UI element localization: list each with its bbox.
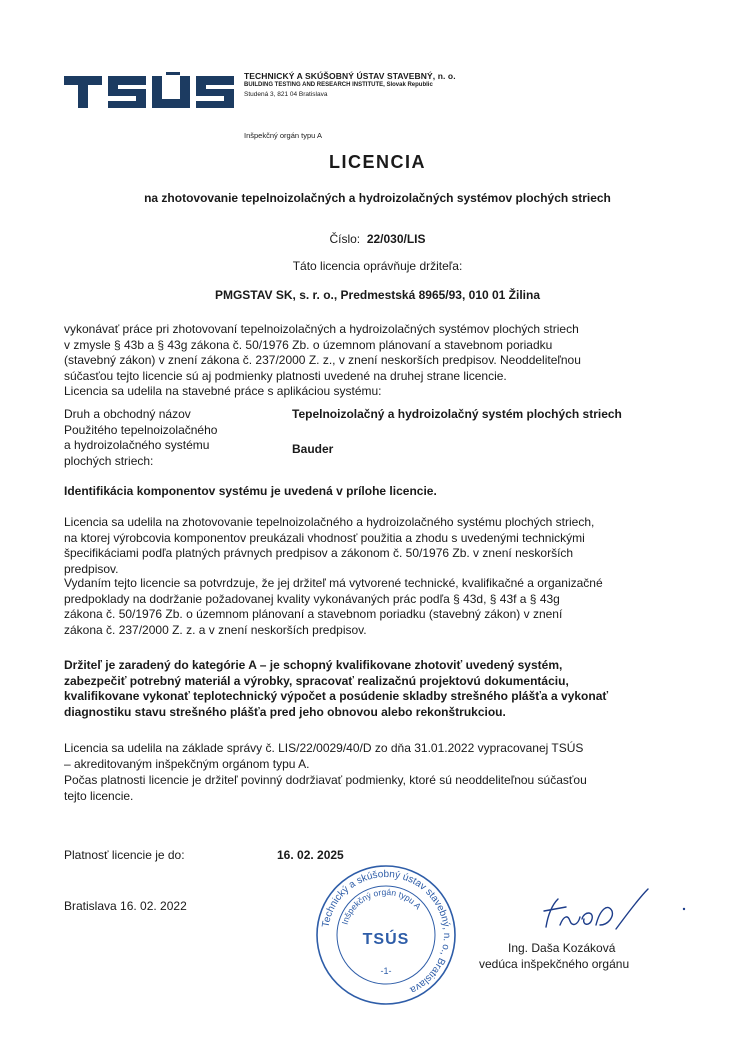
text-line: zákona č. 237/2000 Z. z. a v znení neskorších predpisov. (64, 622, 367, 637)
text-line: predpoklady na dodržanie požadovanej kvality vykonávaných prác podľa § 43d, § 43f a § 43g (64, 591, 560, 606)
text-line: Licencia sa udelila na základe správy č. LIS/22/0029/40/D zo dňa 31.01.2022 vypracovanej TSÚS (64, 741, 584, 755)
paragraph-category (64, 658, 684, 720)
text-line: Použitého tepelnoizolačného (64, 422, 218, 437)
text-line: zákona č. 50/1976 Zb. o územnom plánovaní a stavebnom poriadku (stavebný zákon) v znení (64, 607, 563, 621)
text-line: predpisov. (64, 561, 119, 576)
system-brand: Bauder (292, 442, 334, 456)
stamp-ring-text: Technický a skúšobný ústav stavebný, n. o., Bratislava (320, 868, 453, 996)
authorizes-text: Táto licencia oprávňuje držiteľa: (292, 259, 463, 273)
text-line: zabezpečiť potrebný materiál a výrobky, spracovať realizačnú projektovú dokumentáciu, (64, 673, 569, 688)
text-line: na ktorej výrobcovia komponentov preukázali vhodnosť použitia a zhodu s uvedenými technickými (64, 530, 585, 545)
text-line: súčasťou tejto licencie sú aj podmienky platnosti uvedené na druhej strane licencie. (64, 368, 507, 383)
organization-block (244, 72, 456, 98)
signatory-name: Ing. Daša Kozáková (508, 941, 616, 955)
tsus-logo (64, 72, 236, 112)
system-name: Tepelnoizolačný a hydroizolačný systém plochých striech (292, 407, 622, 421)
official-stamp (313, 862, 459, 1008)
stamp-number: -1- (380, 966, 392, 976)
document-subtitle: na zhotovovanie tepelnoizolačných a hydroizolačných systémov plochých striech (144, 191, 611, 205)
text-line: Držiteľ je zaradený do kategórie A – je schopný kvalifikovane zhotoviť uvedený systém, (64, 658, 563, 672)
org-name: TECHNICKÝ A SKÚŠOBNÝ ÚSTAV STAVEBNÝ, n. o. (244, 71, 456, 81)
place-and-date: Bratislava 16. 02. 2022 (64, 899, 187, 913)
validity-date: 16. 02. 2025 (277, 848, 344, 862)
license-holder: PMGSTAV SK, s. r. o., Predmestská 8965/93, 010 01 Žilina (214, 288, 541, 302)
license-number (0, 232, 755, 246)
text-line: kvalifikovane vykonať teplotechnický výpočet a posúdenie skladby strešného plášťa a vykonať (64, 689, 609, 703)
identification-note: Identifikácia komponentov systému je uvedená v prílohe licencie. (64, 484, 437, 498)
text-line: v zmysle § 43b a § 43g zákona č. 50/1976 Zb. o územnom plánovaní a stavebnom poriadku (64, 337, 553, 352)
paragraph-confirmation (64, 576, 684, 638)
stamp-inner-text: Inšpekčný orgán typu A (339, 886, 424, 926)
text-line: Druh a obchodný názov (64, 407, 191, 421)
text-line: (stavebný zákon) v znení zákona č. 237/2000 Z. z., v znení neskorších predpisov. Neoddeliteľnou (64, 353, 581, 367)
stamp-logo: TSÚS (362, 931, 410, 948)
text-line: špecifikáciami podľa platných právnych predpisov a zákonom č. 50/1976 Zb. v znení neskorších (64, 546, 574, 560)
text-line: plochých striech: (64, 453, 154, 468)
handwritten-signature (538, 885, 688, 945)
text-line: a hydroizolačného systému (64, 438, 210, 452)
text-line: Licencia sa udelila na zhotovovanie tepelnoizolačného a hydroizolačného systému plochých striech, (64, 515, 595, 529)
text-line: Licencia sa udelila na stavebné práce s aplikáciou systému: (64, 384, 382, 398)
paragraph-components (64, 515, 684, 577)
signatory-role: vedúca inšpekčného orgánu (479, 957, 630, 971)
document-title: LICENCIA (329, 152, 426, 172)
paragraph-report (64, 741, 684, 772)
inspection-body-label: Inšpekčný orgán typu A (244, 131, 322, 140)
text-line: vykonávať práce pri zhotovovaní tepelnoizolačných a hydroizolačných systémov plochých striech (64, 322, 579, 336)
validity-label: Platnosť licencie je do: (64, 848, 185, 862)
license-number-label: Číslo: (329, 232, 361, 246)
license-number-value: 22/030/LIS (366, 232, 426, 246)
text-line: Vydaním tejto licencie sa potvrdzuje, že jej držiteľ má vytvorené technické, kvalifikačné a organizačné (64, 576, 603, 590)
org-name-english: BUILDING TESTING AND RESEARCH INSTITUTE, Slovak Republic (244, 81, 433, 88)
text-line: tejto licencie. (64, 788, 134, 803)
paragraph-conditions (64, 773, 684, 804)
text-line: Počas platnosti licencie je držiteľ povinný dodržiavať podmienky, ktoré sú neoddeliteľnou súčasťou (64, 773, 587, 787)
paragraph-scope (64, 322, 684, 400)
org-address: Studená 3, 821 04 Bratislava (244, 90, 328, 98)
text-line: – akreditovaným inšpekčným orgánom typu A. (64, 756, 310, 771)
system-label (64, 407, 274, 469)
text-line: diagnostiku stavu strešného plášťa pred jeho obnovou alebo rekonštrukciou. (64, 704, 506, 719)
